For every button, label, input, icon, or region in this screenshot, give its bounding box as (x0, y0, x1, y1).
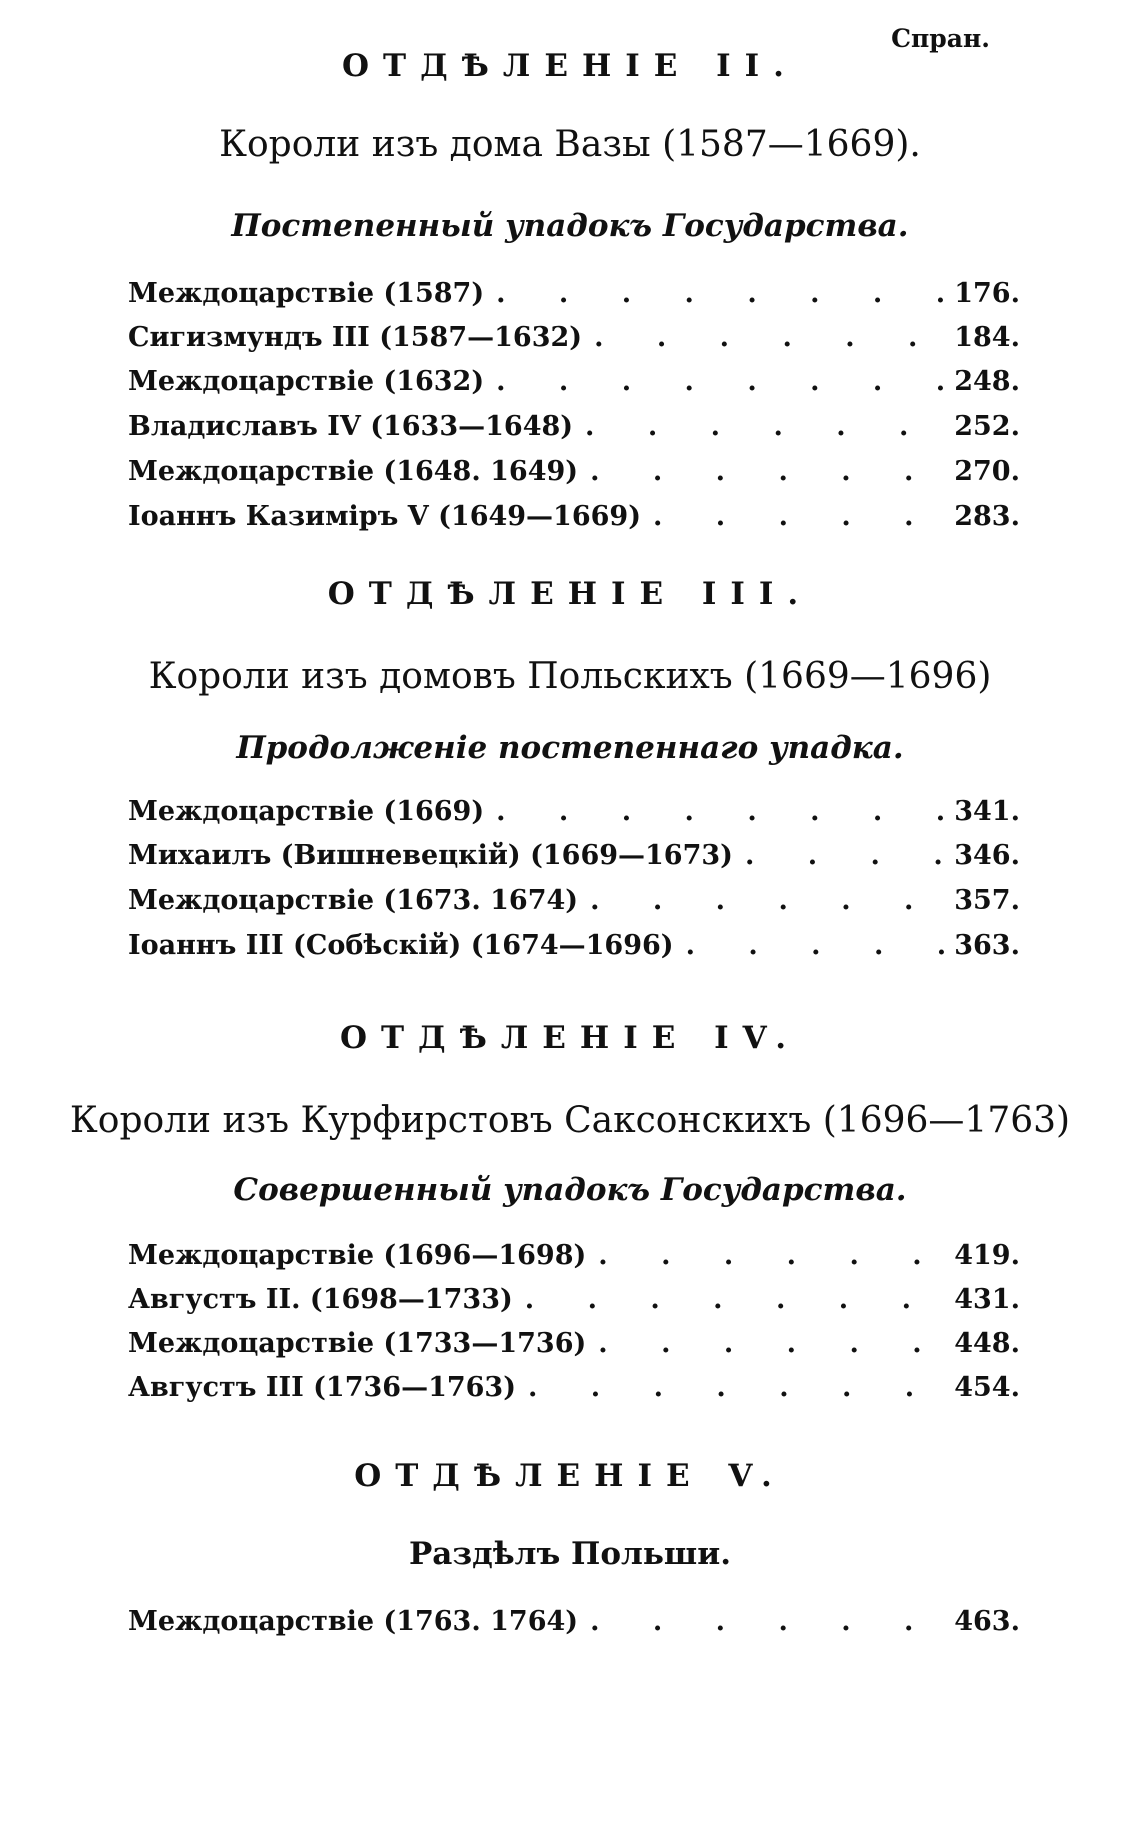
entry-page: 283. (954, 501, 1020, 532)
reign-heading: Короли изъ Курфирстовъ Саксонскихъ (1696—1763) (69, 1100, 1071, 1141)
entry-title: Междоцарствіе (1673. 1674) (128, 885, 579, 916)
entry-page: 184. (954, 322, 1020, 353)
toc-entry (128, 1606, 1020, 1646)
section-heading: ОТДѢЛЕНІЕ IV. (339, 1020, 801, 1056)
dot-leader (578, 456, 954, 487)
entry-title: Михаилъ (Вишневецкій) (1669—1673) (128, 840, 733, 871)
entry-title: Междоцарствіе (1669) (128, 796, 485, 827)
entry-page: 448. (954, 1328, 1020, 1359)
entry-title: Междоцарствіе (1696—1698) (128, 1240, 587, 1271)
entry-page: 270. (954, 456, 1020, 487)
toc-entry (128, 278, 1020, 318)
toc-entry (128, 796, 1020, 836)
dot-leader (586, 1240, 954, 1271)
toc-entry (128, 411, 1020, 451)
dot-leader (641, 501, 954, 532)
dot-leader (484, 796, 954, 827)
dot-leader (484, 278, 954, 309)
entry-title: Сигизмундъ III (1587—1632) (128, 322, 583, 353)
dot-leader (578, 885, 954, 916)
toc-entry (128, 885, 1020, 925)
entry-title: Іоаннъ Казиміръ V (1649—1669) (128, 501, 641, 532)
entry-title: Междоцарствіе (1587) (128, 278, 485, 309)
dot-leader (578, 1606, 954, 1637)
entry-page: 341. (954, 796, 1020, 827)
dot-leader (733, 840, 954, 871)
entry-page: 252. (954, 411, 1020, 442)
entry-page: 463. (954, 1606, 1020, 1637)
toc-entry (128, 1328, 1020, 1368)
page-column-label: Спран. (891, 24, 990, 53)
section-heading: ОТДѢЛЕНІЕ V. (354, 1458, 786, 1494)
dot-leader (516, 1372, 954, 1403)
toc-entry (128, 1284, 1020, 1324)
dot-leader (484, 366, 954, 397)
dot-leader (586, 1328, 954, 1359)
toc-entry (128, 366, 1020, 406)
entry-title: Іоаннъ III (Собѣскій) (1674—1696) (128, 930, 674, 961)
toc-entry (128, 930, 1020, 970)
entry-page: 176. (954, 278, 1020, 309)
section-subtitle: Постепенный упадокъ Государства. (231, 208, 909, 244)
toc-entry (128, 1240, 1020, 1280)
entry-page: 357. (954, 885, 1020, 916)
reign-heading: Короли изъ домовъ Польскихъ (1669—1696) (148, 656, 992, 697)
entry-title: Августъ III (1736—1763) (128, 1372, 516, 1403)
entry-title: Августъ II. (1698—1733) (128, 1284, 513, 1315)
section-heading: ОТДѢЛЕНІЕ II. (342, 48, 798, 84)
entry-title: Междоцарствіе (1763. 1764) (128, 1606, 579, 1637)
entry-title: Междоцарствіе (1733—1736) (128, 1328, 587, 1359)
entry-title: Междоцарствіе (1648. 1649) (128, 456, 579, 487)
entry-page: 431. (954, 1284, 1020, 1315)
toc-entry (128, 456, 1020, 496)
reign-heading: Короли изъ дома Вазы (1587—1669). (219, 124, 921, 165)
section-heading: ОТДѢЛЕНІЕ III. (327, 576, 813, 612)
entry-title: Владиславъ IV (1633—1648) (128, 411, 574, 442)
toc-entry (128, 840, 1020, 880)
entry-page: 419. (954, 1240, 1020, 1271)
dot-leader (573, 411, 954, 442)
toc-entry (128, 322, 1020, 362)
reign-heading: Раздѣлъ Польши. (408, 1536, 732, 1572)
entry-page: 346. (954, 840, 1020, 871)
dot-leader (513, 1284, 954, 1315)
entry-page: 454. (954, 1372, 1020, 1403)
dot-leader (674, 930, 955, 961)
entry-page: 363. (954, 930, 1020, 961)
toc-entry (128, 501, 1020, 541)
entry-page: 248. (954, 366, 1020, 397)
section-subtitle: Продолженіе постепеннаго упадка. (236, 730, 904, 766)
entry-title: Междоцарствіе (1632) (128, 366, 485, 397)
dot-leader (582, 322, 954, 353)
toc-entry (128, 1372, 1020, 1412)
section-subtitle: Совершенный упадокъ Государства. (233, 1172, 907, 1208)
